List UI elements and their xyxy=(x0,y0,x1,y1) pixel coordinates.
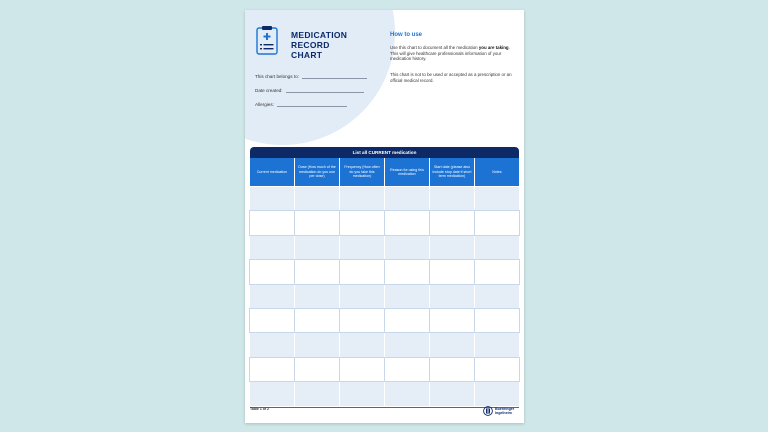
table-cell[interactable] xyxy=(250,187,294,210)
medication-record-sheet xyxy=(245,10,524,423)
table-cell[interactable] xyxy=(475,187,519,210)
table-cell[interactable] xyxy=(250,333,294,356)
table-cell[interactable] xyxy=(475,236,519,259)
table-cell[interactable] xyxy=(340,333,384,356)
clipboard-medical-icon xyxy=(256,25,278,55)
table-cell[interactable] xyxy=(295,236,339,259)
column-header: Frequency (How often do you take this medication) xyxy=(340,158,384,186)
table-cell[interactable] xyxy=(385,260,429,283)
table-cell[interactable] xyxy=(340,382,384,405)
table-body xyxy=(250,187,519,406)
title-line: CHART xyxy=(291,50,323,60)
table-cell[interactable] xyxy=(430,309,474,332)
table-cell[interactable] xyxy=(250,358,294,381)
table-cell[interactable] xyxy=(475,211,519,234)
table-cell[interactable] xyxy=(250,285,294,308)
table-cell[interactable] xyxy=(340,285,384,308)
table-cell[interactable] xyxy=(250,260,294,283)
column-header: Dose (How much of the medication do you use per dose) xyxy=(295,158,339,186)
column-header: Notes xyxy=(475,158,519,186)
date-created-line[interactable] xyxy=(286,88,364,93)
document-title xyxy=(291,30,347,60)
date-created-label: Date created: xyxy=(255,88,283,93)
table-cell[interactable] xyxy=(340,309,384,332)
owner-line[interactable] xyxy=(302,74,367,79)
table-cell[interactable] xyxy=(295,211,339,234)
logo-mark-icon xyxy=(483,406,493,416)
table-cell[interactable] xyxy=(250,382,294,405)
para1-bold: you are taking xyxy=(478,45,509,50)
table-cell[interactable] xyxy=(340,260,384,283)
table-cell[interactable] xyxy=(340,211,384,234)
disclaimer-paragraph: This chart is not to be used or accepted as a prescription or an official medical record. xyxy=(390,72,512,83)
table-cell[interactable] xyxy=(385,382,429,405)
table-cell[interactable] xyxy=(295,260,339,283)
allergies-label: Allergies: xyxy=(255,102,274,107)
table-cell[interactable] xyxy=(430,187,474,210)
table-cell[interactable] xyxy=(475,285,519,308)
title-line: MEDICATION xyxy=(291,30,348,40)
table-cell[interactable] xyxy=(340,358,384,381)
table-cell[interactable] xyxy=(340,236,384,259)
para1-text-end: . This will give healthcare professionals information of your medication history. xyxy=(390,45,510,62)
company-logo xyxy=(483,404,519,418)
title-line: RECORD xyxy=(291,40,330,50)
table-cell[interactable] xyxy=(475,358,519,381)
column-header: Start date (please also include stop date if short term medication) xyxy=(430,158,474,186)
table-cell[interactable] xyxy=(475,382,519,405)
table-cell[interactable] xyxy=(295,358,339,381)
table-cell[interactable] xyxy=(250,309,294,332)
table-cell[interactable] xyxy=(295,309,339,332)
table-cell[interactable] xyxy=(385,211,429,234)
table-cell[interactable] xyxy=(295,382,339,405)
table-cell[interactable] xyxy=(385,285,429,308)
table-cell[interactable] xyxy=(385,333,429,356)
table-cell[interactable] xyxy=(295,187,339,210)
table-cell[interactable] xyxy=(475,333,519,356)
allergies-line[interactable] xyxy=(277,102,347,107)
table-cell[interactable] xyxy=(385,358,429,381)
owner-field[interactable] xyxy=(255,74,367,79)
logo-text xyxy=(495,407,514,415)
table-cell[interactable] xyxy=(385,236,429,259)
how-to-use-heading: How to use xyxy=(390,32,423,38)
medication-table xyxy=(250,147,519,401)
column-header: Reason for using this medication xyxy=(385,158,429,186)
allergies-field[interactable] xyxy=(255,102,347,107)
table-header xyxy=(250,158,519,186)
table-cell[interactable] xyxy=(430,236,474,259)
table-cell[interactable] xyxy=(475,309,519,332)
date-created-field[interactable] xyxy=(255,88,364,93)
page-footer: Table 1 of 2 xyxy=(250,407,269,411)
table-cell[interactable] xyxy=(430,285,474,308)
table-banner: List all CURRENT medication xyxy=(250,147,519,158)
table-cell[interactable] xyxy=(385,309,429,332)
table-bottom-rule xyxy=(250,407,519,408)
table-cell[interactable] xyxy=(475,260,519,283)
table-cell[interactable] xyxy=(295,333,339,356)
logo-line: Ingelheim xyxy=(495,411,512,415)
how-to-use-paragraph xyxy=(390,45,516,62)
table-cell[interactable] xyxy=(430,211,474,234)
table-cell[interactable] xyxy=(430,333,474,356)
table-cell[interactable] xyxy=(250,236,294,259)
table-cell[interactable] xyxy=(385,187,429,210)
table-cell[interactable] xyxy=(430,260,474,283)
column-header: Current medication xyxy=(250,158,294,186)
para1-text: Use this chart to document all the medication xyxy=(390,45,479,50)
table-cell[interactable] xyxy=(250,211,294,234)
logo-line: Boehringer xyxy=(495,407,515,411)
table-cell[interactable] xyxy=(340,187,384,210)
table-cell[interactable] xyxy=(295,285,339,308)
owner-label: This chart belongs to: xyxy=(255,74,299,79)
table-cell[interactable] xyxy=(430,358,474,381)
table-cell[interactable] xyxy=(430,382,474,405)
